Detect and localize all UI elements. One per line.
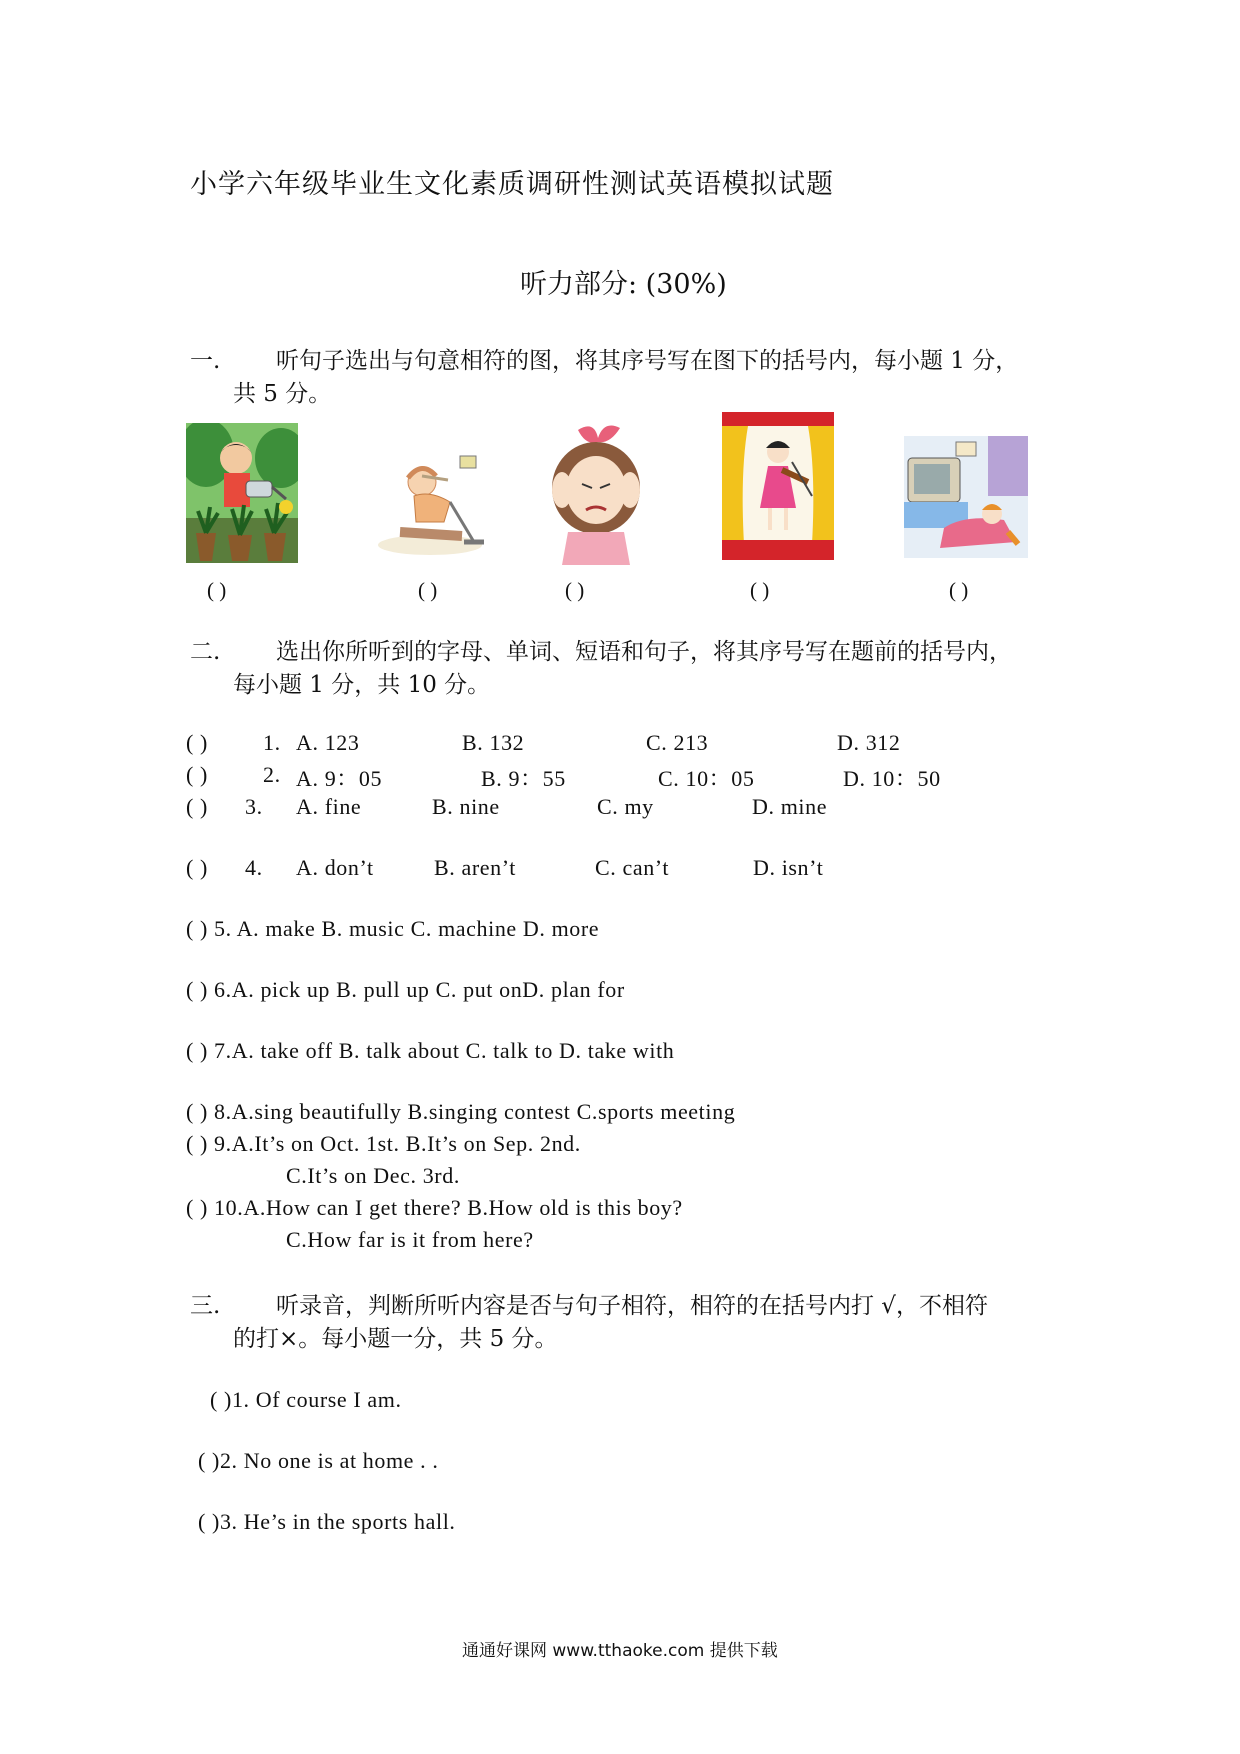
section3-instruction-line2: 的打×。每小题一分，共 5 分。 [233, 1326, 558, 1352]
section2-number: 二. [190, 639, 221, 665]
option-c: C. 10：05 [658, 766, 755, 791]
picture1-answer-bracket: ( ) [207, 578, 227, 602]
section1-instruction-line2: 共 5 分。 [233, 381, 332, 407]
section3-heading [190, 1290, 988, 1356]
list-item [186, 855, 208, 881]
girl-playing-violin-on-stage-picture [722, 412, 834, 560]
answer-bracket: ( ) [186, 855, 208, 880]
item-number: 3. [245, 794, 263, 819]
list-item: ( ) 6.A. pick up B. pull up C. put onD. plan for [186, 977, 625, 1002]
item-number: 1. [263, 730, 281, 755]
option-d: D. isn’t [753, 855, 824, 880]
list-item [186, 762, 208, 788]
girl-with-headache-picture [538, 420, 650, 565]
option-a: A. fine [296, 794, 362, 819]
section3-number: 三. [190, 1293, 221, 1319]
section-subtitle: 听力部分: (30%) [520, 269, 727, 300]
footer-credit: 通通好课网 www.tthaoke.com 提供下载 [462, 1641, 778, 1661]
section2-instruction-line1: 选出你所听到的字母、单词、短语和句子，将其序号写在题前的括号内， [276, 639, 1012, 665]
section3-instruction-line1: 听录音，判断所听内容是否与句子相符，相符的在括号内打 √，不相符 [276, 1293, 988, 1319]
answer-bracket: ( ) [186, 730, 208, 755]
list-item [186, 730, 208, 756]
section2-instruction-line2: 每小题 1 分，共 10 分。 [233, 672, 491, 698]
list-item: ( ) 7.A. take off B. talk about C. talk to D. take with [186, 1038, 675, 1063]
list-item: ( ) 5. A. make B. music C. machine D. more [186, 916, 600, 941]
picture5-answer-bracket: ( ) [949, 578, 969, 602]
list-item-continuation: C.How far is it from here? [286, 1227, 534, 1252]
option-c: C. my [597, 794, 654, 819]
girl-mopping-floor-picture [370, 450, 490, 560]
option-d: D. 10：50 [843, 766, 941, 791]
list-item: ( ) 8.A.sing beautifully B.singing contest C.sports meeting [186, 1099, 736, 1124]
list-item: ( )1. Of course I am. [210, 1387, 402, 1412]
option-b: B. 9：55 [481, 766, 566, 791]
answer-bracket: ( ) [186, 762, 208, 787]
list-item: ( ) 9.A.It’s on Oct. 1st. B.It’s on Sep. 2nd. [186, 1131, 581, 1156]
section1-heading [190, 345, 1018, 411]
option-c: C. 213 [646, 730, 709, 755]
option-a: A. don’t [296, 855, 374, 880]
section1-number: 一. [190, 348, 221, 374]
picture3-answer-bracket: ( ) [565, 578, 585, 602]
option-d: D. 312 [837, 730, 901, 755]
option-d: D. mine [752, 794, 828, 819]
section1-instruction-line1: 听句子选出与句意相符的图，将其序号写在图下的括号内，每小题 1 分， [276, 348, 1019, 374]
page-title: 小学六年级毕业生文化素质调研性测试英语模拟试题 [190, 169, 834, 200]
list-item [186, 794, 208, 820]
boy-watering-plants-picture [186, 423, 298, 563]
option-b: B. 132 [462, 730, 525, 755]
list-item-continuation: C.It’s on Dec. 3rd. [286, 1163, 460, 1188]
option-a: A. 9：05 [296, 766, 383, 791]
option-c: C. can’t [595, 855, 670, 880]
list-item: ( ) 10.A.How can I get there? B.How old is this boy? [186, 1195, 683, 1220]
list-item: ( )2. No one is at home . . [198, 1448, 439, 1473]
person-watching-tv-on-sofa-picture [904, 436, 1028, 558]
picture4-answer-bracket: ( ) [750, 578, 770, 602]
answer-bracket: ( ) [186, 794, 208, 819]
option-a: A. 123 [296, 730, 360, 755]
option-b: B. aren’t [434, 855, 516, 880]
item-number: 4. [245, 855, 263, 880]
section2-heading [190, 636, 1012, 702]
picture2-answer-bracket: ( ) [418, 578, 438, 602]
list-item: ( )3. He’s in the sports hall. [198, 1509, 456, 1534]
option-b: B. nine [432, 794, 500, 819]
item-number: 2. [263, 762, 281, 787]
